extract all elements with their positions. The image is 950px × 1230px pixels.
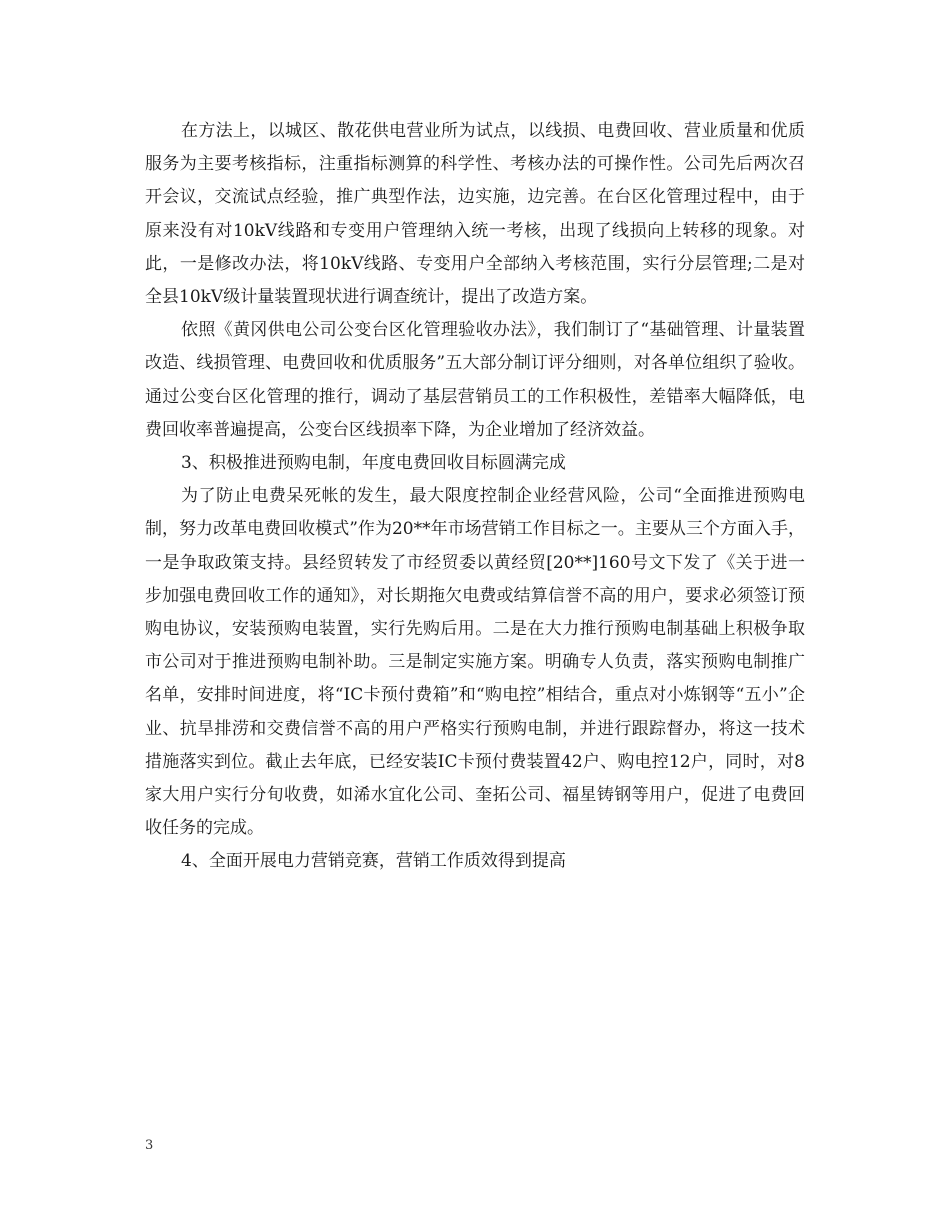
document-body [145,115,805,879]
paragraph-method: 在方法上，以城区、散花供电营业所为试点，以线损、电费回收、营业质量和优质服务为主要考核指标，注重指标测算的科学性、考核办法的可操作性。公司先后两次召开会议，交流试点经验，推广典型作法，边实施，边完善。在台区化管理过程中，由于原来没有对10kV线路和专变用户管理纳入统一考核，出现了线损向上转移的现象。对此，一是修改办法，将10kV线路、专变用户全部纳入考核范围，实行分层管理;二是对全县10kV级计量装置现状进行调查统计，提出了改造方案。 [145,121,805,308]
section-heading-3: 3、积极推进预购电制，年度电费回收目标圆满完成 [181,453,566,474]
paragraph-prepaid-electricity: 为了防止电费呆死帐的发生，最大限度控制企业经营风险，公司“全面推进预购电制，努力改革电费回收模式”作为20**年市场营销工作目标之一。主要从三个方面入手，一是争取政策支持。县经贸转发了市经贸委以黄经贸[20**]160号文下发了《关于进一步加强电费回收工作的通知》，对长期拖欠电费或结算信誉不高的用户，要求必须签订预购电协议，安装预购电装置，实行先购后用。二是在大力推行预购电制基础上积极争取市公司对于推进预购电制补助。三是制定实施方案。明确专人负责，落实预购电制推广名单，安排时间进度，将“IC卡预付费箱”和“购电控”相结合，重点对小炼钢等“五小”企业、抗旱排涝和交费信誉不高的用户严格实行预购电制，并进行跟踪督办，将这一技术措施落实到位。截止去年底，已经安装IC卡预付费装置42户、购电控12户，同时，对8家大用户实行分旬收费，如浠水宜化公司、奎拓公司、福星铸钢等用户，促进了电费回收任务的完成。 [145,486,805,839]
section-heading-4: 4、全面开展电力营销竞赛，营销工作质效得到提高 [181,851,566,872]
paragraph-acceptance: 依照《黄冈供电公司公变台区化管理验收办法》，我们制订了“基础管理、计量装置改造、线损管理、电费回收和优质服务”五大部分制订评分细则，对各单位组织了验收。通过公变台区化管理的推行，调动了基层营销员工的工作积极性，差错率大幅降低，电费回收率普遍提高，公变台区线损率下降，为企业增加了经济效益。 [145,320,805,440]
page-number: 3 [145,1138,154,1153]
